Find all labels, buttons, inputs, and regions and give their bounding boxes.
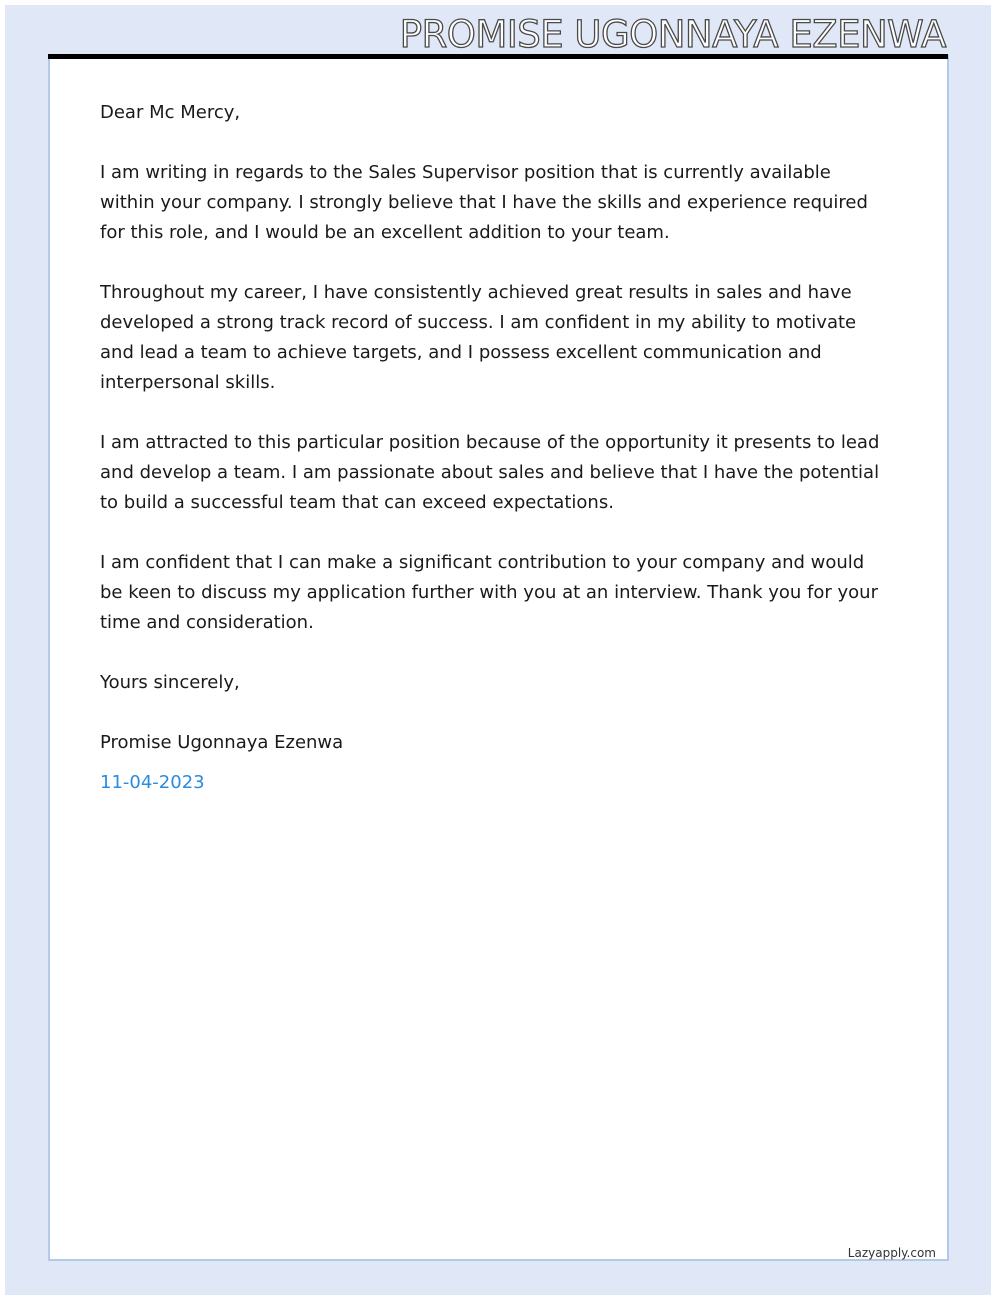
applicant-name-header: PROMISE UGONNAYA EZENWA <box>399 13 946 56</box>
salutation: Dear Mc Mercy, <box>100 102 241 123</box>
paragraph-intro: I am writing in regards to the Sales Supervisor position that is currently available within your company. I strongly believe that I have the skills and experience required for this role, and I would be an excellent addition to your team. <box>100 162 868 243</box>
closing: Yours sincerely, <box>100 672 240 693</box>
letter-date: 11-04-2023 <box>100 772 205 793</box>
footer-watermark: Lazyapply.com <box>847 1246 936 1260</box>
signature-name: Promise Ugonnaya Ezenwa <box>100 732 344 753</box>
paragraph-experience: Throughout my career, I have consistently achieved great results in sales and have developed a strong track record of success. I am confident in my ability to motivate and lead a team to achieve targets, and I possess excellent communication and interpersonal skills. <box>100 282 857 393</box>
paragraph-motivation: I am attracted to this particular position because of the opportunity it presents to lead and develop a team. I am passionate about sales and believe that I have the potential to build a successful team that can exceed expectations. <box>100 432 880 513</box>
cover-letter-body <box>100 98 890 798</box>
paragraph-conclusion: I am confident that I can make a significant contribution to your company and would be keen to discuss my application further with you at an interview. Thank you for your time and consideration. <box>100 552 878 633</box>
